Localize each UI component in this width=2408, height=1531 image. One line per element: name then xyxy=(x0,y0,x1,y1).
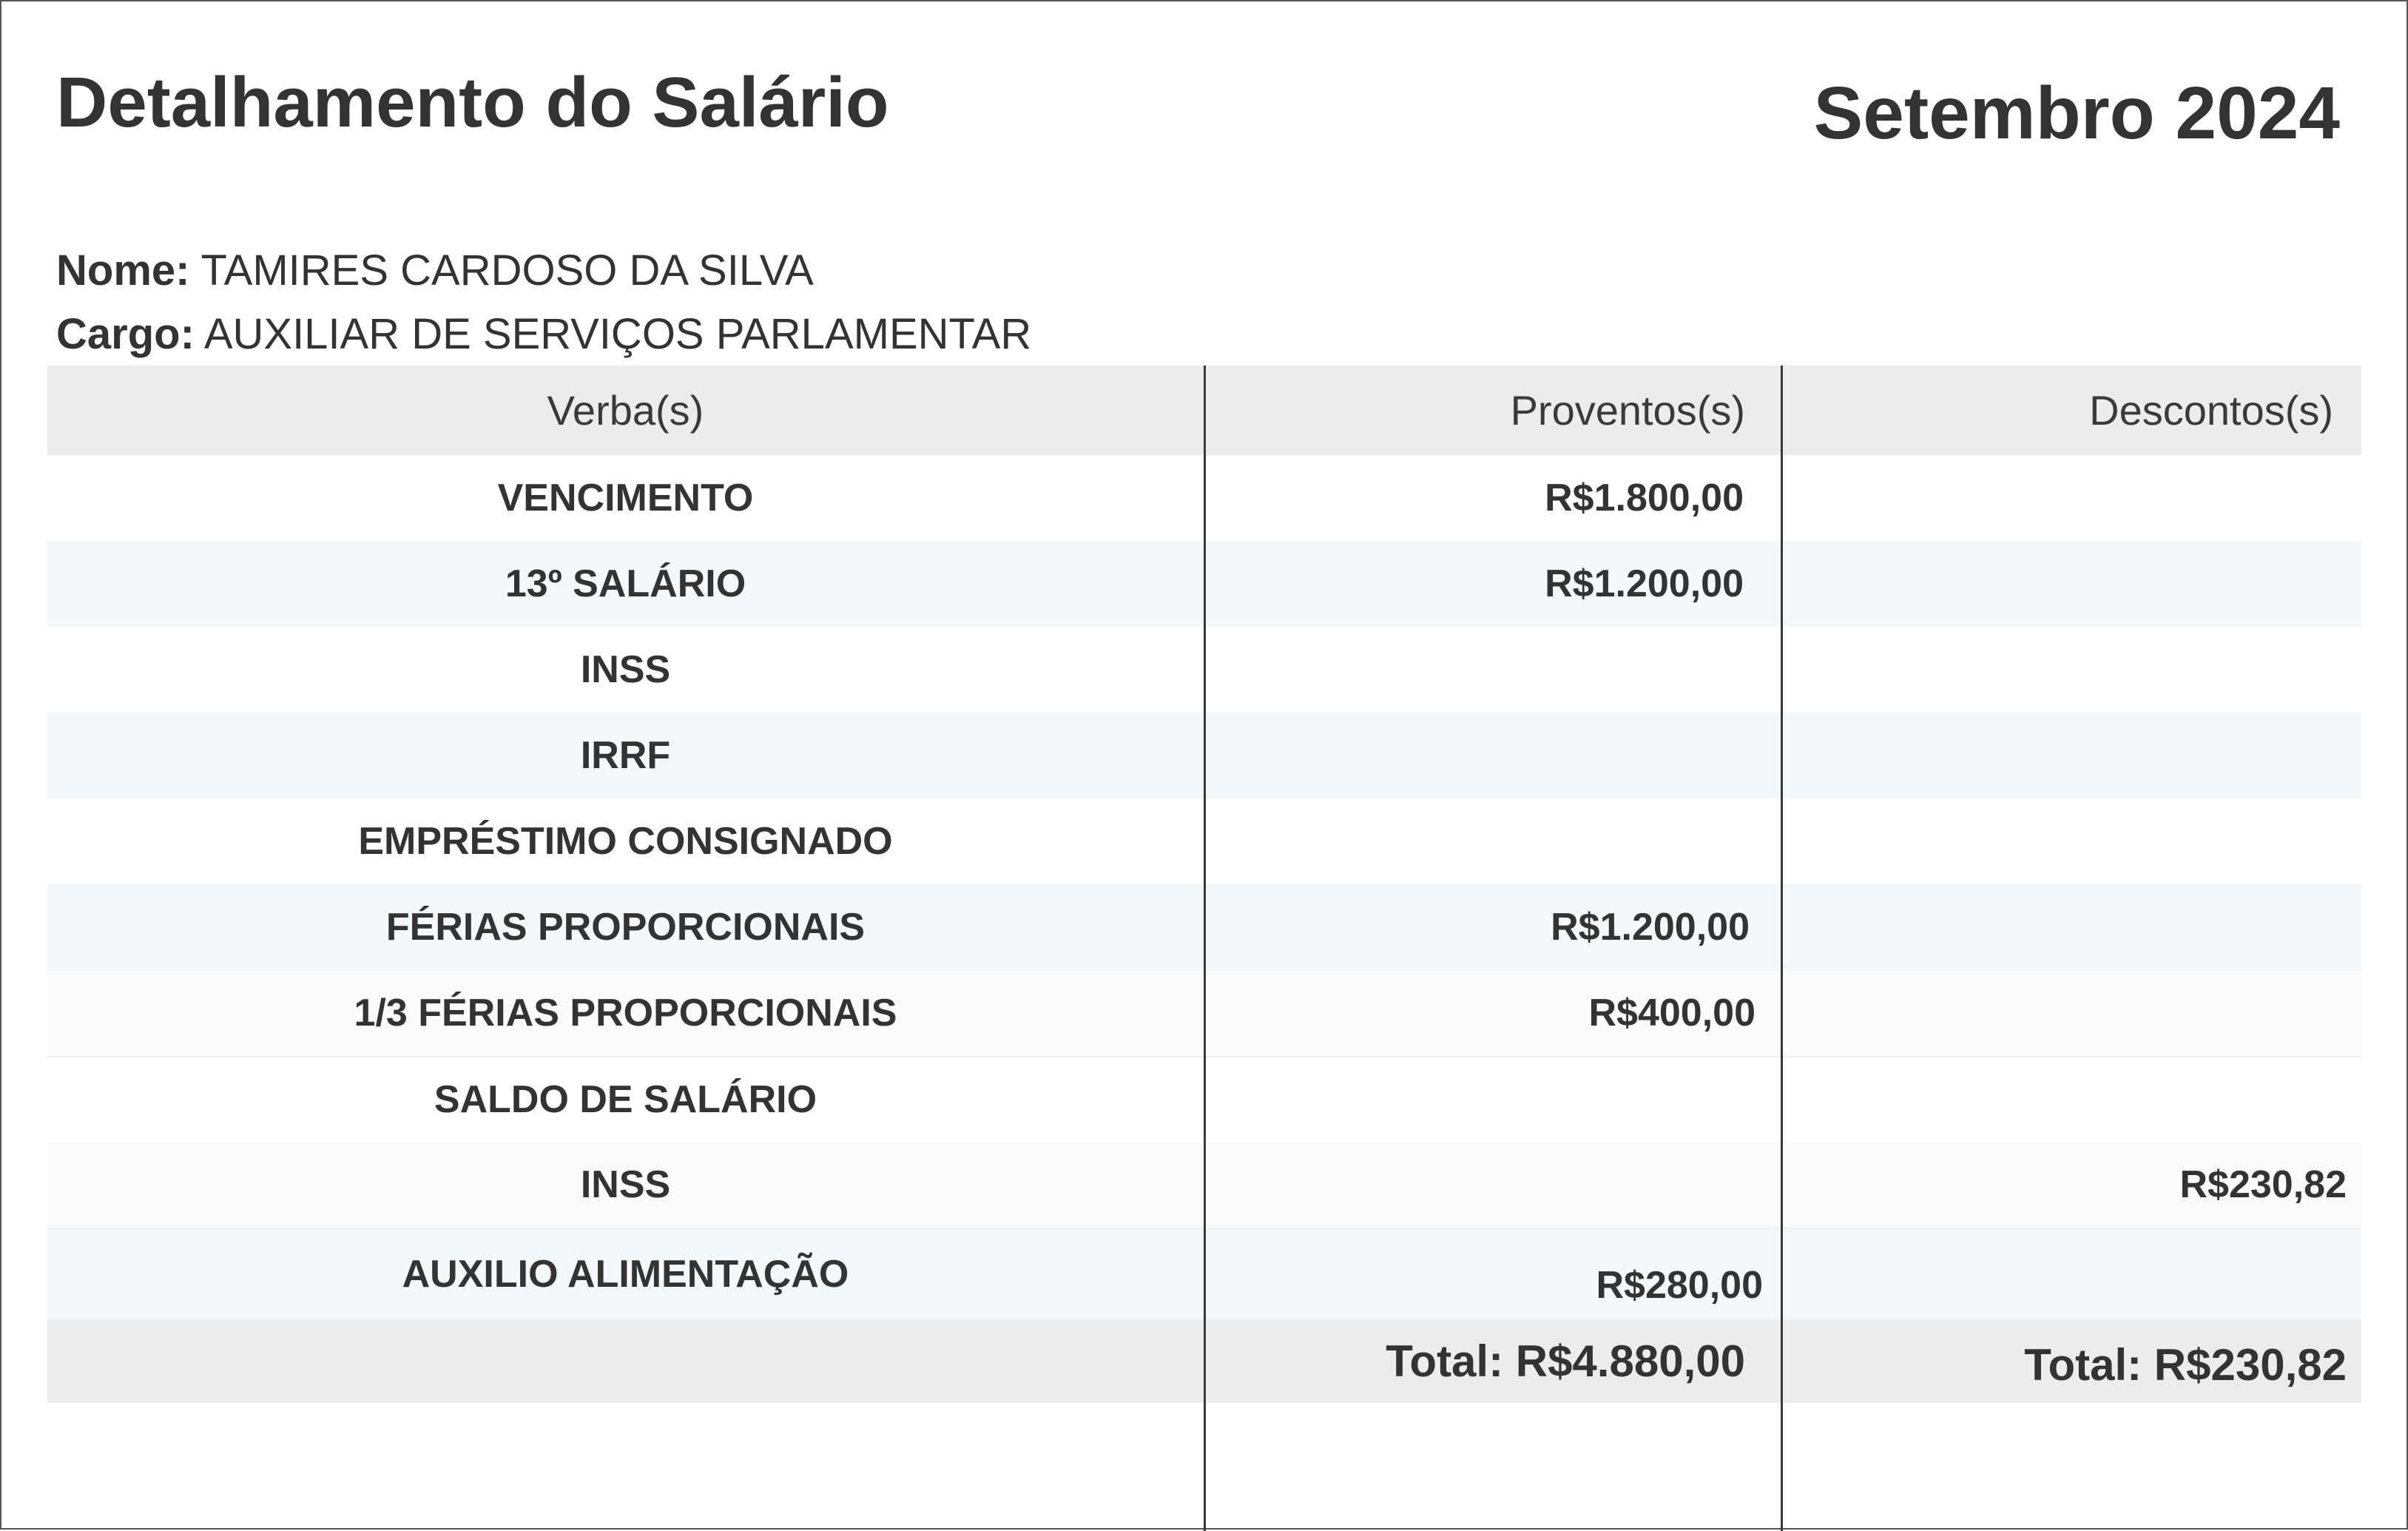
verba-cell: VENCIMENTO xyxy=(497,477,754,519)
proventos-cell xyxy=(1204,1057,1781,1142)
proventos-cell: R$400,00 xyxy=(1588,992,1756,1034)
descontos-cell xyxy=(1781,713,2361,798)
verba-cell: INSS xyxy=(580,1163,671,1206)
descontos-cell xyxy=(1781,798,2361,884)
totals-label-cell xyxy=(47,1319,1204,1403)
verba-cell: AUXILIO ALIMENTAÇÃO xyxy=(402,1253,849,1296)
proventos-cell xyxy=(1204,798,1781,884)
proventos-cell: R$1.800,00 xyxy=(1545,477,1744,519)
column-header-proventos: Proventos(s) xyxy=(1510,387,1745,434)
descontos-cell xyxy=(1781,1229,2361,1319)
employee-role-line xyxy=(56,309,1031,359)
period-label: Setembro 2024 xyxy=(1813,72,2340,155)
descontos-cell xyxy=(1781,970,2361,1056)
column-divider xyxy=(1204,366,1206,1531)
column-header-descontos: Descontos(s) xyxy=(2089,387,2333,434)
column-header-verba: Verba(s) xyxy=(547,387,704,434)
proventos-cell xyxy=(1204,627,1781,713)
verba-cell: 1/3 FÉRIAS PROPORCIONAIS xyxy=(354,992,897,1034)
proventos-cell xyxy=(1204,713,1781,798)
employee-role: AUXILIAR DE SERVIÇOS PARLAMENTAR xyxy=(203,310,1032,358)
name-label: Nome: xyxy=(56,246,190,295)
verba-cell: SALDO DE SALÁRIO xyxy=(434,1078,817,1121)
proventos-cell xyxy=(1204,1142,1781,1228)
verba-cell: 13º SALÁRIO xyxy=(505,562,746,605)
verba-cell: INSS xyxy=(580,648,671,691)
verba-cell: FÉRIAS PROPORCIONAIS xyxy=(385,906,866,949)
descontos-cell xyxy=(1781,455,2361,541)
verba-cell: EMPRÉSTIMO CONSIGNADO xyxy=(358,820,893,863)
proventos-cell: R$280,00 xyxy=(1596,1264,1763,1307)
role-label: Cargo: xyxy=(56,310,195,358)
descontos-cell xyxy=(1781,884,2361,970)
total-proventos: Total: R$4.880,00 xyxy=(1386,1336,1745,1386)
employee-name: TAMIRES CARDOSO DA SILVA xyxy=(200,246,814,295)
descontos-cell xyxy=(1781,627,2361,713)
descontos-cell: R$230,82 xyxy=(2179,1163,2347,1206)
descontos-cell xyxy=(1781,1057,2361,1142)
total-descontos: Total: R$230,82 xyxy=(2024,1340,2347,1390)
proventos-cell: R$1.200,00 xyxy=(1551,906,1750,949)
proventos-cell: R$1.200,00 xyxy=(1545,562,1744,605)
page-title: Detalhamento do Salário xyxy=(56,63,889,142)
employee-name-line xyxy=(56,246,814,295)
verba-cell: IRRF xyxy=(580,734,671,777)
descontos-cell xyxy=(1781,541,2361,627)
column-divider xyxy=(1781,366,1783,1531)
